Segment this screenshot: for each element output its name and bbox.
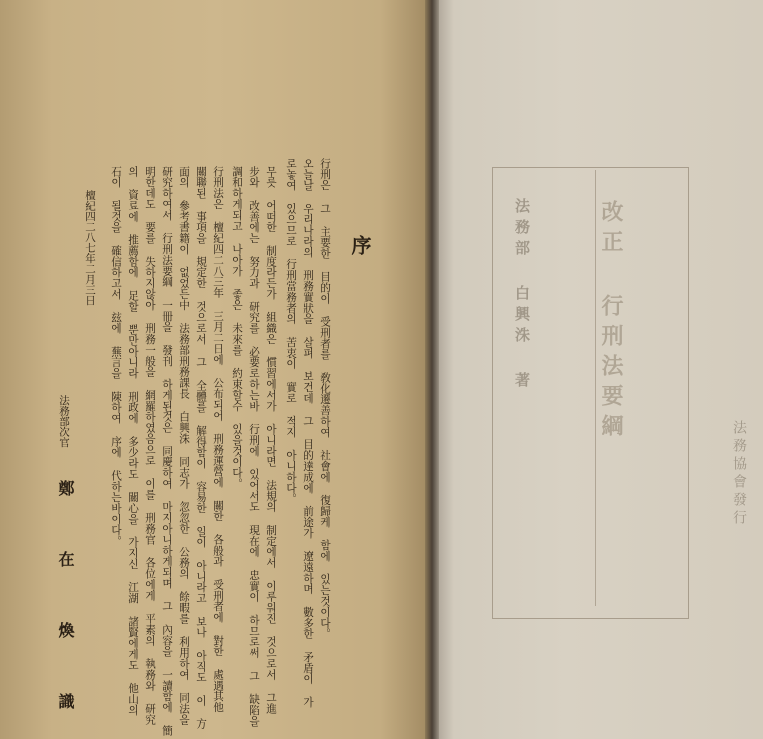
- cover-publisher: 法務協會發行: [731, 420, 747, 528]
- signature-title: 法務部次官: [58, 395, 70, 448]
- preface-column-12: 의 資료에 推薦함에 足할 뿐만아니라 刑政에 多少라도 關心을 가지신 江湖 諸賢에게도 他山의: [127, 166, 139, 716]
- preface-column-2: 오늘날 우리나라의 刑務實狀을 살펴 보건데 그 目的達成에 前途가 遼遠하며 數多한 矛盾이 가: [302, 158, 314, 708]
- preface-column-1: 行刑은 그 主要한 目的이 受刑者를 敎化遷善하여 社會에 復歸케 함에 있는것이다。: [319, 158, 331, 640]
- book-gutter: [425, 0, 439, 739]
- preface-date: 檀紀四二八七年二月三日: [84, 190, 96, 306]
- preface-column-5: 步와 改善에는 努力과 研究를 必要로하는바 行刑에 있어서도 現在에 忠實이 하므로써 그 缺陷을: [248, 166, 260, 727]
- preface-column-4: 무릇 어떠한 制度라든가 組織은 慣習에서가 아니라면 法規의 制定에서 이루워진 것으로서 그進: [265, 166, 277, 715]
- preface-column-6: 調和하게되고 나아가 좋은 未來를 約束할수 있을것이다。: [231, 166, 243, 490]
- cover-author: 法務部 白興洙 著: [513, 198, 531, 393]
- preface-column-8: 關聯된 事項을 規定한 것으로서 그 全體를 解得함이 容易한 일이 아니라고 보나 아직도 이 方: [195, 166, 207, 730]
- preface-column-10: 研究하여서 行刑法要綱 一冊을 發刊 하게된것은 同慶하여 마지아니하게되며 그 內容을 一讀함에 簡: [161, 166, 173, 736]
- preface-column-11: 明한데도 要를 失하지않아 刑務一般을 網羅하였음으로 이를 刑務官 各位에게 平素의 執務와 研究: [144, 166, 156, 725]
- preface-column-9: 面의 參考書籍이 없었든中 法務部刑務課長 白興洙 同志가 忽忽한 公務의 餘暇를 利用하여 同法을: [178, 166, 190, 725]
- preface-column-13: 石이 될것을 確信하고서 玆에 蕪言을 陳하여 序에 代하는바이다。: [110, 166, 122, 547]
- preface-column-7: 行刑法은 檀紀四二八三年 三月二日에 公布되어 刑務運營에 關한 各般과 受刑者에 對한 處遇其他: [212, 166, 224, 713]
- cover-title: 改正 行刑法要綱: [598, 200, 624, 444]
- signature-name: 鄭 在 煥 識: [56, 480, 75, 727]
- preface-title: 序: [348, 235, 372, 255]
- preface-column-3: 로놓여 있으므로 行刑當務者의 苦衷이 實로 적지 아니하다。: [285, 158, 297, 505]
